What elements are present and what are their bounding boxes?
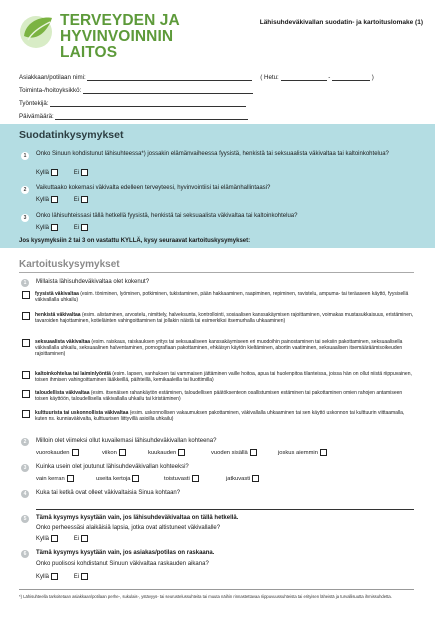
option-label: joskus aiemmin — [278, 450, 318, 457]
week-checkbox[interactable] — [119, 449, 126, 456]
question-number: 3 — [21, 214, 29, 222]
leaf-icon — [16, 10, 56, 50]
birth-label: ( Hetu: — [260, 74, 279, 81]
form-title: Lähisuhdeväkivallan suodatin- ja kartoituslomake (1) — [259, 19, 423, 26]
mapping-question-5-intro: Tämä kysymys kysytään vain, jos lähisuhdeväkivaltaa on tällä hetkellä. — [36, 515, 239, 521]
screening-question-3: Onko lähisuhteissasi tällä hetkellä fyysistä, henkistä tai seksuaalista väkivaltaa tai kaltoinkohtelua? — [36, 213, 298, 219]
screening-note: Jos kysymyksiin 2 tai 3 on vastattu KYLLÄ, kysy seuraavat kartoituskysymykset: — [19, 238, 251, 244]
client-name-label: Asiakkaan/potilaan nimi: — [19, 74, 86, 81]
sexual-checkbox[interactable] — [22, 339, 30, 347]
screening-answer-3 — [36, 224, 88, 232]
recency-option-earlier — [278, 449, 327, 456]
option-label: seksuaalista väkivaltaa — [35, 339, 91, 345]
option-text — [35, 312, 414, 324]
recency-option-month — [148, 449, 185, 456]
org-name-line2: HYVINVOINNIN LAITOS — [60, 28, 174, 61]
repeated-checkbox[interactable] — [192, 475, 199, 482]
continuous-checkbox[interactable] — [252, 475, 259, 482]
screening-title: Suodatinkysymykset — [19, 129, 124, 141]
screening-answer-1 — [36, 169, 88, 177]
worker-row — [19, 100, 246, 107]
perpetrator-input[interactable] — [36, 509, 414, 510]
cultural-checkbox[interactable] — [22, 410, 30, 418]
recency-option-year — [211, 449, 257, 456]
no-checkbox[interactable] — [81, 573, 88, 580]
physical-checkbox[interactable] — [22, 291, 30, 299]
option-label: fyysistä väkivaltaa — [35, 291, 79, 297]
question-number: 1 — [21, 279, 29, 287]
frequency-option-once — [36, 475, 74, 482]
yes-label: Kyllä — [36, 225, 50, 232]
once-checkbox[interactable] — [67, 475, 74, 482]
option-label: kulttuurista tai uskonnollista väkivaltaa — [35, 410, 129, 416]
mapping-question-4: Kuka tai ketkä ovat olleet väkivaltaisia Sinua kohtaan? — [36, 490, 181, 496]
footnote-divider — [19, 589, 414, 590]
year-checkbox[interactable] — [250, 449, 257, 456]
frequency-option-repeated — [164, 475, 199, 482]
mapping-question-2: Milloin olet viimeksi ollut kuvailemasi lähisuhdeväkivallan kohteena? — [36, 438, 217, 444]
mapping-question-1: Millaista lähisuhdeväkivaltaa olet kokenut? — [36, 279, 150, 285]
thl-logo — [16, 10, 216, 61]
yes-checkbox[interactable] — [51, 224, 58, 231]
option-detail: (esim. alistaminen, arvostelu, nimittely, halveksunta, kontrollointi, sosiaalisen kanssakäymisen rajoittaminen, voimakas mustasukkaisuus, eristäminen, tavaroiden hajottaminen, kotieläinten vahingoittaminen tai jollakin näistä tai esimerkiksi itsemurhalla uhkaaminen) — [35, 312, 414, 324]
option-label: kuukauden — [148, 450, 177, 457]
unit-input[interactable] — [83, 87, 253, 94]
option-detail: (esim. raiskaus, raiskauksen yritys tai seksuaaliseen kanssakäymiseen eri muodoihin painostaminen tai seksiin pakottaminen, seksuaalisella väkivallalla uhkailu, seksuaalinen halventaminen, pornografiaan pakottaminen, ehkäisyn käytön kieltäminen, abortin vaatiminen, seksuaalisen itsemääräämisoikeuden rajoittaminen) — [35, 339, 403, 357]
no-label: Ei — [73, 536, 80, 543]
option-label: taloudellista väkivaltaa — [35, 390, 90, 396]
unit-row — [19, 87, 253, 94]
no-label: Ei — [73, 197, 80, 204]
yes-label: Kyllä — [36, 574, 50, 581]
option-label: vuoden sisällä — [211, 450, 248, 457]
no-checkbox[interactable] — [81, 169, 88, 176]
mapping-title: Kartoituskysymykset — [19, 259, 120, 270]
yes-checkbox[interactable] — [51, 169, 58, 176]
org-name — [60, 13, 216, 61]
birth-id-input[interactable] — [332, 74, 370, 81]
worker-label: Työntekijä: — [19, 100, 49, 107]
no-checkbox[interactable] — [81, 224, 88, 231]
worker-input[interactable] — [50, 100, 246, 107]
mapping-question-5: Onko perheessäsi alaikäisiä lapsia, jotka ovat altistuneet väkivallalle? — [36, 525, 221, 531]
option-text — [35, 371, 414, 383]
option-text — [35, 291, 414, 303]
option-detail: (esim. lapsen, vanhuksen tai vammaisen jättäminen vaille hoitoa, apua tai huolenpitoa tilanteissa, joissa hän on ollut niistä riippuvainen, toisen ihmisen vahingoittaminen lääkkeillä, päihteillä, kemikaaleilla tai liuottimilla) — [35, 371, 412, 383]
date-row — [19, 113, 248, 120]
option-detail: (esim. uskonnollisen vakaumuksen pakottaminen, väkivallalla uhkaaminen tai sen käyttö uskonnon tai kulttuurin viittaamalla, kuten ns. kunniaväkivalta, kulttuurisen liittyvillä asioilla uhkailu) — [35, 410, 405, 422]
yes-label: Kyllä — [36, 536, 50, 543]
question-number: 4 — [21, 490, 29, 498]
month-checkbox[interactable] — [178, 449, 185, 456]
mapping-question-6: Onko puolisosi kohdistanut Sinuun väkivaltaa raskauden aikana? — [36, 561, 209, 567]
no-checkbox[interactable] — [81, 535, 88, 542]
no-label: Ei — [73, 225, 80, 232]
screening-question-1: Onko Sinuun kohdistunut lähisuhteessa*) jossakin elämänvaiheessa fyysistä, henkistä tai seksuaalista väkivaltaa tai kaltoinkohtelua? — [36, 151, 389, 157]
client-name-row — [19, 74, 374, 81]
question-number: 6 — [21, 550, 29, 558]
birth-close: ) — [371, 74, 374, 81]
neglect-checkbox[interactable] — [22, 371, 30, 379]
option-label: vuorokauden — [36, 450, 70, 457]
no-label: Ei — [73, 170, 80, 177]
mental-checkbox[interactable] — [22, 312, 30, 320]
screening-answer-2 — [36, 196, 88, 204]
option-text — [35, 390, 414, 402]
no-label: Ei — [73, 574, 80, 581]
day-checkbox[interactable] — [72, 449, 79, 456]
recency-option-day — [36, 449, 79, 456]
option-label: henkistä väkivaltaa — [35, 312, 81, 318]
date-input[interactable] — [55, 113, 248, 120]
section-divider — [19, 272, 414, 273]
option-label: jatkuvasti — [226, 476, 251, 483]
option-label: viikon — [102, 450, 117, 457]
footnote: *) Lähisuhteella tarkoitetaan asiakkaan/potilaan perhe-, sukulais-, ystävyys- tai seurustelussuhteita tai muuta näihin rinnastettavaa riippuvuussuhteista tai erityisen läheistä ja turvallisuutta ihmissuhdetta. — [19, 594, 392, 599]
question-number: 1 — [21, 152, 29, 160]
pregnancy-answer — [36, 573, 88, 581]
yes-label: Kyllä — [36, 170, 50, 177]
option-detail: (esim. töniminen, lyöminen, potkiminen, tukistaminen, pään hakkaaminen, raapiminen, repiminen, ravistelu, ampuma- tai teräaseen käyttö, fyysisellä väkivallalla uhkailu) — [35, 291, 409, 303]
option-text — [35, 410, 414, 422]
birth-dash: - — [328, 74, 331, 81]
screening-question-2: Vaikuttaako kokemasi väkivalta edelleen terveyteesi, hyvinvointiisi tai elämänhallintaasi? — [36, 185, 271, 191]
unit-label: Toiminta-/hoitoyksikkö: — [19, 87, 82, 94]
children-answer — [36, 535, 88, 543]
option-label: useita kertoja — [96, 476, 131, 483]
client-name-input[interactable] — [87, 74, 252, 81]
several-checkbox[interactable] — [132, 475, 139, 482]
option-label: vain kerran — [36, 476, 65, 483]
birth-date-input[interactable] — [281, 74, 327, 81]
date-label: Päivämäärä: — [19, 113, 54, 120]
question-number: 3 — [21, 464, 29, 472]
yes-checkbox[interactable] — [51, 535, 58, 542]
yes-checkbox[interactable] — [51, 573, 58, 580]
frequency-option-several — [96, 475, 139, 482]
org-name-line1: TERVEYDEN JA — [60, 12, 180, 29]
option-label: kaltoinkohtelua tai laiminlyöntiä — [35, 371, 111, 377]
option-label: toistuvasti — [164, 476, 190, 483]
mapping-question-6-intro: Tämä kysymys kysytään vain, jos asiakas/potilas on raskaana. — [36, 550, 215, 556]
question-number: 2 — [21, 438, 29, 446]
earlier-checkbox[interactable] — [320, 449, 327, 456]
question-number: 5 — [21, 515, 29, 523]
recency-option-week — [102, 449, 126, 456]
yes-checkbox[interactable] — [51, 196, 58, 203]
financial-checkbox[interactable] — [22, 390, 30, 398]
no-checkbox[interactable] — [81, 196, 88, 203]
yes-label: Kyllä — [36, 197, 50, 204]
frequency-option-continuous — [226, 475, 259, 482]
option-text — [35, 339, 414, 357]
mapping-question-3: Kuinka usein olet joutunut lähisuhdeväkivallan kohteeksi? — [36, 464, 189, 470]
question-number: 2 — [21, 186, 29, 194]
option-detail: (esim. itsenäisen rahankäytön estäminen, taloudellisen päätöksenteon osallistumisen estäminen tai pakottaminen omien rahojen antamiseen toisen käyttöön, taloudellisella väkivallalla uhkailu tai kiristäminen) — [35, 390, 403, 402]
